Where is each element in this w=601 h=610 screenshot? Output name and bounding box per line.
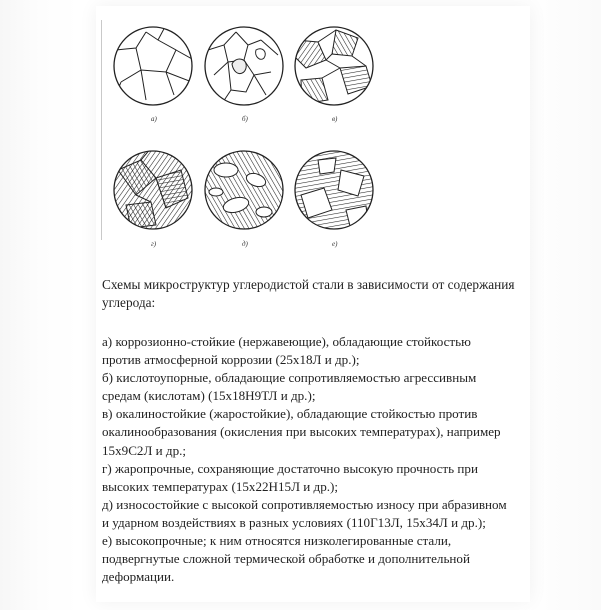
micrograph-d xyxy=(111,148,201,238)
list-item: в) окалиностойкие (жаростойкие), обладающие стойкостью против окалинообразования (окисления при высоких температурах), например 15х9С2Л и др.; xyxy=(102,406,501,458)
steel-types-list xyxy=(102,333,522,586)
list-item: б) кислотоупорные, обладающие сопротивляемостью агрессивным средам (кислотам) (15х18Н9ТЛ и др.); xyxy=(102,370,477,404)
list-item: г) жаропрочные, сохраняющие достаточно высокую прочность при высоких температурах (15х22Н15Л и др.); xyxy=(102,460,478,494)
micrograph-e xyxy=(201,148,291,238)
label-b: б) xyxy=(242,115,248,123)
micrograph-c xyxy=(294,27,373,105)
list-item: е) высокопрочные; к ним относятся низколегированные стали, подвергнутые сложной термической обработке и дополнительной деформации. xyxy=(102,533,470,585)
label-c: в) xyxy=(332,115,338,123)
list-item: д) износостойкие с высокой сопротивляемостью износу при абразивном и ударном воздействиях в разных условиях (110Г13Л, 15х34Л и др.); xyxy=(102,496,507,530)
label-d: г) xyxy=(151,240,157,248)
list-item: а) коррозионно-стойкие (нержавеющие), обладающие стойкостью против атмосферной коррозии (25х18Л и др.); xyxy=(102,334,471,368)
micrograph-b xyxy=(205,27,283,105)
label-f: е) xyxy=(332,240,338,248)
micrograph-f xyxy=(291,148,381,238)
label-a: а) xyxy=(151,115,157,123)
label-e: д) xyxy=(242,240,248,248)
micrograph-a xyxy=(114,25,194,105)
figure-caption: Схемы микроструктур углеродистой стали в зависимости от содержания углерода: xyxy=(102,277,515,310)
microstructure-figure xyxy=(96,20,530,270)
